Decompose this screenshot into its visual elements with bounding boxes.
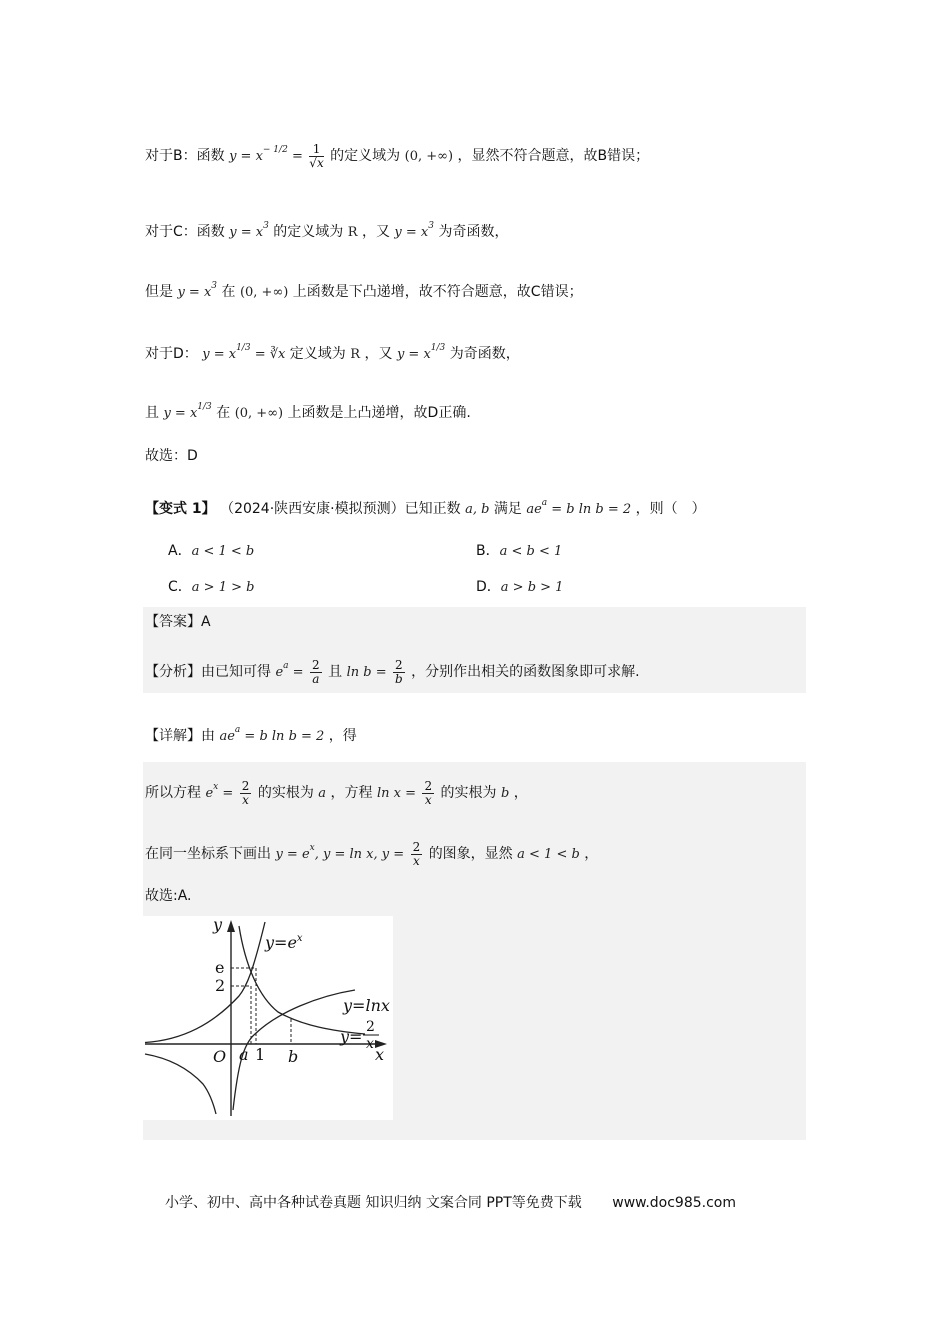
function-graph xyxy=(143,916,393,1120)
tick-label-b: b xyxy=(288,1047,299,1066)
analysis: 【分析】由已知可得 $e^a$ = $\frac{2}{a}$ 且 ln b = $\frac{2}{b}$ ，分别作出相关的函数图象即可求解. xyxy=(145,657,640,686)
line-option-c-1: 对于C：函数 $y = x^3$ 的定义域为 R ，又 $y = x^3$ 为奇函数， xyxy=(145,221,509,240)
line-option-b: 对于B：函数 $y = x^{- 1/2}$ = $\frac{1}{√x}$ 的定义域为 (0, +∞) ，显然不符合题意，故B错误； xyxy=(145,141,650,170)
reciprocal-curve-left xyxy=(145,1054,216,1114)
tick-label-a: a xyxy=(239,1045,249,1064)
y-axis-label: y xyxy=(213,916,223,934)
tick-label-e: e xyxy=(215,958,225,977)
line-option-d-1: 对于D： $y = x^{1/3}$ = ∛x 定义域为 R ，又 $y = x^{1/3}$ 为奇函数， xyxy=(145,343,520,362)
footer-site[interactable]: www.doc985.com xyxy=(612,1195,736,1211)
footer-text: 小学、初中、高中各种试卷真题 知识归纳 文案合同 PPT等免费下载 xyxy=(165,1195,582,1211)
line-option-d-2: 且 $y = x^{1/3}$ 在 (0, +∞) 上函数是上凸递增，故D正确. xyxy=(145,402,471,421)
answer: 【答案】A xyxy=(145,614,211,630)
tick-label-1: 1 xyxy=(255,1045,266,1064)
option-d: D．a > b > 1 xyxy=(476,579,564,595)
option-b: B．a < b < 1 xyxy=(476,543,563,559)
selection-d: 故选：D xyxy=(145,448,198,464)
y-axis-arrow xyxy=(227,920,235,932)
label-exp: $y=e^x$ xyxy=(265,933,303,952)
tick-label-2: 2 xyxy=(215,976,226,995)
label-ln: y=lnx xyxy=(343,996,390,1015)
label-recip-num: 2 xyxy=(366,1019,375,1035)
origin-label: O xyxy=(213,1047,227,1066)
option-a: A．a < 1 < b xyxy=(168,543,255,559)
label-recip-den: x xyxy=(366,1036,374,1052)
x-axis-label: x xyxy=(375,1045,385,1064)
selection-a: 故选:A. xyxy=(145,888,192,904)
solution-line-2: 在同一坐标系下画出 $y = e^x$, y = ln x, y = $\frac{2}{x}$ 的图象，显然 a < 1 < b ， xyxy=(145,839,599,868)
line-option-c-2: 但是 $y = x^3$ 在 (0, +∞) 上函数是下凸递增，故不符合题意，故C错误； xyxy=(145,281,583,300)
formula: $y = x^{- 1/2}$ = xyxy=(229,145,303,164)
label-recip: y= xyxy=(340,1027,363,1046)
detail: 【详解】由 $ae^a = b$ ln b = 2 ，得 xyxy=(145,725,357,744)
fraction: $\frac{1}{√x}$ xyxy=(309,141,324,170)
option-c: C．a > 1 > b xyxy=(168,579,255,595)
variant-question: 【变式 1】 （2024·陕西安康·模拟预测）已知正数 a, b 满足 $ae^a = b$ ln b = 2 ，则（ ） xyxy=(145,498,706,517)
footer xyxy=(165,1192,736,1212)
solution-line-1: 所以方程 $e^x$ = $\frac{2}{x}$ 的实根为 a ，方程 ln x = $\frac{2}{x}$ 的实根为 b ， xyxy=(145,778,528,807)
exp-curve xyxy=(145,922,265,1043)
